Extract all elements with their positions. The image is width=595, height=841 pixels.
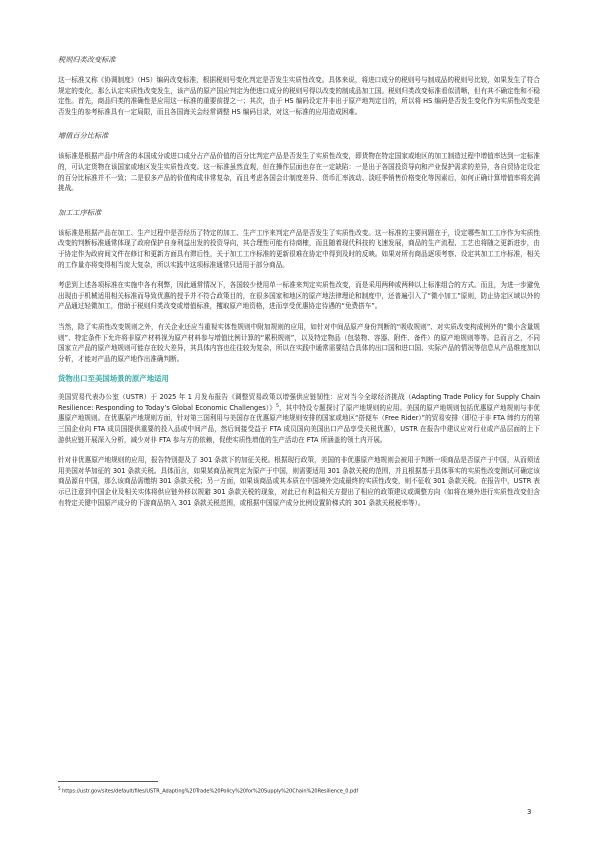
- footnote-number: 5: [58, 786, 61, 791]
- heading-tariff-shift: 税则归类改变标准: [58, 55, 116, 64]
- paragraph-processing-1: 该标准是根据产品在加工、生产过程中是否经历了特定的加工、生产工序来判定产品是否发生了实质性改变。这一标准的主要问题在于，设定哪些加工工序作为实质性改变的判断标准通常体现了政府保护自身利益出发的投资导向，其合理性可能有待商榷，而且随着现代科技的飞速发展，商品的生产流程、工艺也将随之更新进步，由于协定作为政府间文件在修订和更新方面具有滞后性，关于加工工序标准的更新很难在协定中得到及时的反映。如果对所有商品逐项考察、设定其加工工序标准，相关的工作量亦将变得相当庞大复杂，所以实践中这项标准通常只适用于部分商品。: [58, 228, 540, 269]
- footnote-link[interactable]: https://ustr.gov/sites/default/files/USTR_Adapting%20Trade%20Policy%20for%20Supply%20Chain%20Resilience_0.pdf: [60, 788, 359, 795]
- footnote-divider: [58, 781, 158, 782]
- paragraph-us-export-1-part-a: 美国贸易代表办公室（USTR）于 2025 年 1 月发布报告《调整贸易政策以增强供应链韧性：应对当今全球经济挑战（Adapting Trade Policy for Supply Chain Resilience: Responding to Today’s Global Economic Challenges）》: [58, 393, 540, 412]
- section-title-us-export: 货物出口至美国场景的原产地适用: [58, 374, 169, 384]
- paragraph-value-added: 该标准是根据产品中所含的本国成分或进口成分占产品价值的百分比判定产品是否发生了实质性改变，即货物在特定国家或地区的加工制造过程中增值率达到一定标准的，可认定货物在该国家或地区发生实质性改变。这一标准虽然直观，但在操作层面也存在一定缺陷：一是出于各国投资导向和产业保护需求的差异，各自贸协定设定的百分比标准并不一致；二是很多产品的价值构成非常复杂，而且考虑各国会计制度差异、货币汇率波动、淡旺季销售价格变化等因素后，如何正确计算增值率将充满挑战。: [58, 152, 540, 193]
- paragraph-us-export-2: 针对非优惠原产地规则的应用，报告特别提及了 301 条款下的加征关税。根据现行政策，美国的非优惠原产地规则会被用于判断一项商品是否原产于中国，从而须适用美国对华加征的 301 条款关税。具体而言，如果某商品被判定为原产于中国，则需要适用 301 条款关税的范围，并且根据基于具体事实的实质性改变测试可确定该商品源自中国，那么该商品需缴纳 301 条款关税；另一方面，如果该商品或其本质在中国境外完成最终的实质性改变，则不征收 301 条款关税。在报告中，USTR 表示已注意到中国企业及相关实体将供应链外移以规避 301 条款关税的现象，对此已有利益相关方提出了相应的政策建议或调整方向（如将在境外进行实质性改变但含有特定关键中国原产成分的下游商品纳入 301 条款关税范围，或根据中国原产成分比例设置阶梯式的 301 条款关税税率等）。: [58, 456, 540, 507]
- paragraph-processing-2: 考虑到上述各项标准在实施中各有利弊，因此通常情况下，各国较少使用单一标准来判定实质性改变，而是采用两种或两种以上标准组合的方式。而且，为进一步避免出现由于机械适用相关标准而导致优惠的授予并不符合政策目的，在很多国家和地区的原产地法律理论和制度中，还普遍引入了“微小加工”原则，防止协定区域以外的产品通过轻微加工，借助于税则归类改变或增值标准，攫取原产地资格，进而享受优惠协定待遇的“免费搭车”。: [58, 281, 540, 311]
- paragraph-us-export-1-part-b: ，其中特设专题探讨了原产地规则的应用。美国的原产地规则包括优惠原产地规则与非优惠原产地规则。在优惠原产地规则方面，针对第三国利用与美国存在优惠原产地规则安排的国家或地区“搭便车（Free Rider）”的贸易安排（即位于非 FTA 缔约方的第三国企业向 FTA 成员国提供重要的投入品或中间产品，然后间接受益于 FTA 成员国向美国出口产品享受关税优惠），USTR 在报告中建议应对行业或产品层面的上下游供应链开展深入分析，减少对非 FTA 参与方的依赖，促使实质性增值的生产活动在 FTA 所涵盖的领土内开展。: [58, 403, 541, 444]
- paragraph-us-export-1: [58, 392, 540, 445]
- footnote: [58, 785, 538, 796]
- heading-processing: 加工工序标准: [58, 207, 102, 217]
- page-content: [58, 55, 540, 518]
- page-number: 3: [527, 808, 532, 816]
- paragraph-tariff-shift: 这一标准又称《协调制度》（HS）编码改变标准，根据税则号变化判定是否发生实质性改变。具体来说，将进口成分的税则号与制成品的税则号比较，如果发生了符合规定的变化，那么认定实质性改变发生，该产品的原产国应判定为使进口成分的税则号得以改变的制成品加工国。税则归类改变标准看似清晰，但有其不确定性和不稳定性。首先，商品归类的准确性是应用这一标准的重要前提之一；其次，由于 HS 编码设定并非出于原产地判定目的，所以将 HS 编码是否发生变化作为实质性改变是否发生的参考标准具有一定局限，而且各国海关会经常调整 HS 编码目录，对这一标准的应用造成困难。: [58, 76, 540, 116]
- footnote-reference[interactable]: 5: [275, 403, 279, 409]
- heading-value-added: 增值百分比标准: [58, 131, 109, 141]
- paragraph-processing-3: 当然，除了实质性改变规则之外，有关企业还应当重视实体性规则中附加规则的应用，如针对中间品原产身份判断的“吸收规则”、对实质改变构成例外的“微小含量规则”、特定条件下允许将非原产材料视为原产材料参与增值比例计算的“累积规则”，以及特定物品（包装物、容器、附件、备件）的原产地规则等等。总而言之，不同国家立产品的原产地规则可能存在较大差异，其具体内容也往往较为复杂，所以在实践中通常需要结合具体的出口国和进口国、实际产品的情况等信息从产品维度加以分析，才能对产品的原产地作出准确判断。: [58, 322, 540, 363]
